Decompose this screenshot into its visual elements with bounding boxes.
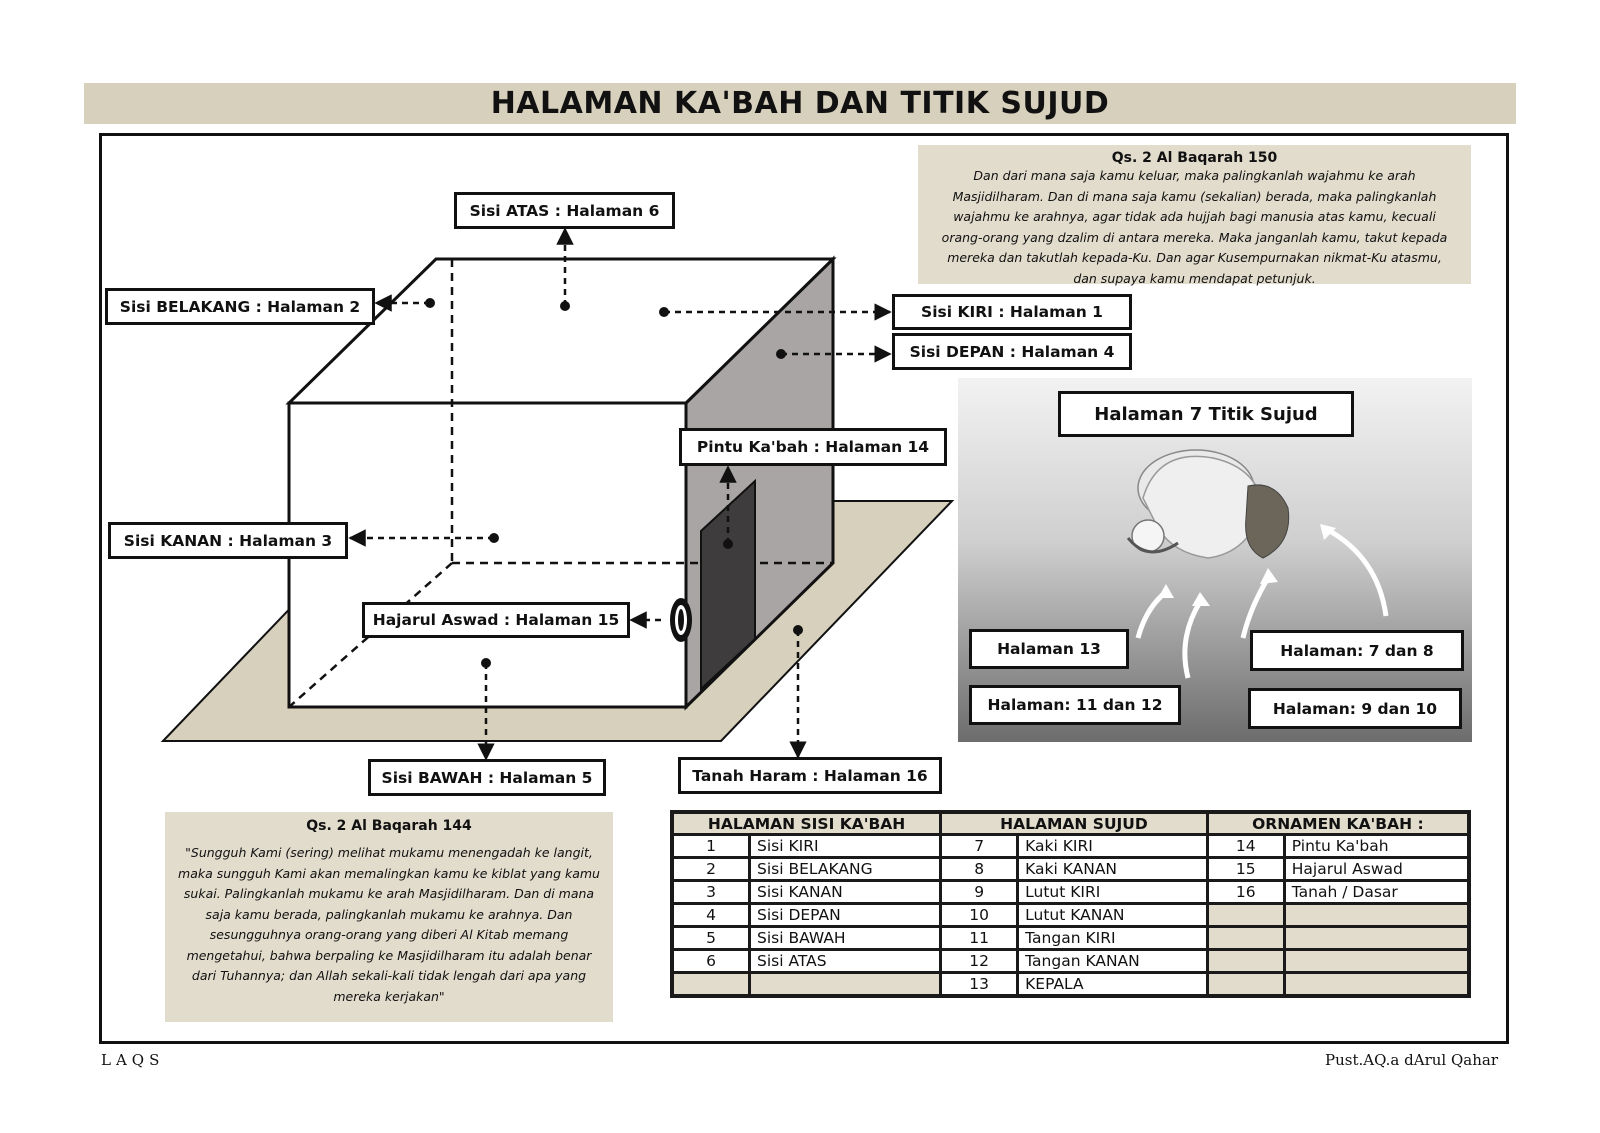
label-sisi-belakang: Sisi BELAKANG : Halaman 2 (105, 288, 375, 325)
label-halaman-7-8: Halaman: 7 dan 8 (1250, 630, 1464, 671)
footer-left: LAQS (101, 1051, 165, 1069)
cell: Sisi KANAN (751, 882, 939, 902)
quote-line: "Sungguh Kami (sering) melihat mukamu menengadah ke langit, (185, 845, 593, 860)
reference-table (670, 810, 1471, 998)
cell: 9 (942, 882, 1016, 902)
label-pintu-kabah: Pintu Ka'bah : Halaman 14 (679, 428, 947, 466)
label-halaman-9-10: Halaman: 9 dan 10 (1248, 688, 1462, 729)
cell-empty (1286, 928, 1467, 948)
header-ornamen: ORNAMEN KA'BAH : (1209, 814, 1467, 833)
quote-line: dan supaya kamu mendapat petunjuk. (1073, 270, 1316, 286)
quote-line: orang-orang yang dzalim di antara mereka. Maka janganlah kamu, takut kepada (941, 229, 1448, 245)
table-row (674, 859, 1467, 879)
label-tanah-haram: Tanah Haram : Halaman 16 (678, 757, 942, 794)
cell-empty (1209, 951, 1283, 971)
cell: Lutut KIRI (1019, 882, 1206, 902)
cell: 5 (674, 928, 748, 948)
cell: Sisi KIRI (751, 836, 939, 856)
cell: KEPALA (1019, 974, 1206, 994)
quote-baqarah-150 (918, 145, 1471, 284)
header-sujud: HALAMAN SUJUD (942, 814, 1206, 833)
quote-line: wajahmu ke arahnya, agar tidak ada hujjah bagi manusia atas kamu, kecuali (953, 209, 1436, 224)
cell-empty (1209, 974, 1283, 994)
quote-line: Dan dari mana saja kamu keluar, maka palingkanlah wajahmu ke arah (973, 168, 1416, 183)
quote-baqarah-144 (165, 812, 613, 1022)
quote-line: mereka kerjakan" (333, 988, 445, 1004)
quote-line: sukai. Palingkanlah mukamu ke arah Masjidilharam. Dan di mana (183, 886, 595, 901)
table-row (674, 974, 1467, 994)
label-hajarul-aswad: Hajarul Aswad : Halaman 15 (362, 602, 630, 638)
table-row (674, 882, 1467, 902)
cell: 1 (674, 836, 748, 856)
cell: 16 (1209, 882, 1283, 902)
cell: 13 (942, 974, 1016, 994)
label-sisi-kanan: Sisi KANAN : Halaman 3 (108, 522, 348, 559)
cell: 8 (942, 859, 1016, 879)
cell: Tangan KANAN (1019, 951, 1206, 971)
quote-line: mengetahui, bahwa berpaling ke Masjidilharam itu adalah benar (186, 947, 592, 963)
table-row (674, 836, 1467, 856)
cell: 3 (674, 882, 748, 902)
cell: Tangan KIRI (1019, 928, 1206, 948)
cell: Sisi DEPAN (751, 905, 939, 925)
quote-title: Qs. 2 Al Baqarah 150 (1111, 150, 1278, 166)
quote-line: Masjidilharam. Dan di mana saja kamu (sekalian) berada, maka palingkanlah (952, 188, 1437, 204)
quote-line: maka sungguh Kami akan memalingkan kamu ke kiblat yang kamu (178, 865, 600, 881)
quote-line: dari Tuhannya; dan Allah sekali-kali tidak lengah dari apa yang (191, 968, 587, 983)
cell: Kaki KANAN (1019, 859, 1206, 879)
cell: Sisi BAWAH (751, 928, 939, 948)
cell: 4 (674, 905, 748, 925)
cell: 12 (942, 951, 1016, 971)
quote-line: saja kamu berada, palingkanlah mukamu ke arahnya. Dan (205, 906, 573, 922)
cell-empty (1286, 951, 1467, 971)
cell-empty (1209, 905, 1283, 925)
label-sisi-atas: Sisi ATAS : Halaman 6 (454, 192, 675, 229)
cell: Sisi ATAS (751, 951, 939, 971)
cell: Kaki KIRI (1019, 836, 1206, 856)
table-header-row (674, 814, 1467, 833)
table-row (674, 905, 1467, 925)
cell-empty (674, 974, 748, 994)
label-halaman-13: Halaman 13 (969, 629, 1129, 669)
cell: 14 (1209, 836, 1283, 856)
quote-title: Qs. 2 Al Baqarah 144 (306, 818, 472, 834)
header-sisi-kabah: HALAMAN SISI KA'BAH (674, 814, 939, 833)
label-sisi-depan: Sisi DEPAN : Halaman 4 (892, 333, 1132, 370)
cell: Lutut KANAN (1019, 905, 1206, 925)
cell-empty (751, 974, 939, 994)
cell: Sisi BELAKANG (751, 859, 939, 879)
quote-line: mereka dan takutlah kepada-Ku. Dan agar Kusempurnakan nikmat-Ku atasmu, (947, 250, 1442, 265)
label-sisi-kiri: Sisi KIRI : Halaman 1 (892, 294, 1132, 330)
label-halaman-11-12: Halaman: 11 dan 12 (969, 685, 1181, 725)
cell: 15 (1209, 859, 1283, 879)
cell: 6 (674, 951, 748, 971)
cell: Pintu Ka'bah (1286, 836, 1467, 856)
cell-empty (1286, 905, 1467, 925)
quote-line: sesungguhnya orang-orang yang diberi Al Kitab memang (209, 927, 569, 942)
cell: 10 (942, 905, 1016, 925)
cell: 7 (942, 836, 1016, 856)
label-sisi-bawah: Sisi BAWAH : Halaman 5 (368, 759, 606, 796)
cell: 2 (674, 859, 748, 879)
cell-empty (1209, 928, 1283, 948)
table-row (674, 951, 1467, 971)
cell: 11 (942, 928, 1016, 948)
cell-empty (1286, 974, 1467, 994)
cell: Hajarul Aswad (1286, 859, 1467, 879)
cell: Tanah / Dasar (1286, 882, 1467, 902)
table-row (674, 928, 1467, 948)
page-title: HALAMAN KA'BAH DAN TITIK SUJUD (490, 86, 1110, 121)
footer-right: Pust.AQ.a dArul Qahar (1325, 1051, 1498, 1069)
label-titik-sujud: Halaman 7 Titik Sujud (1058, 391, 1354, 437)
